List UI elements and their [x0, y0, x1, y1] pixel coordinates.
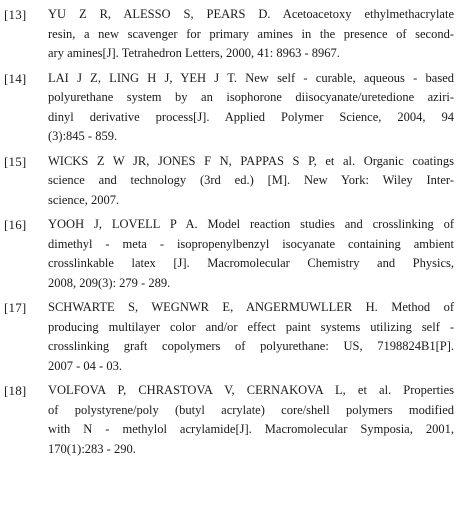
reference-line: science, 2007. [48, 192, 120, 207]
reference-list [4, 5, 454, 464]
reference-number: [13] [4, 7, 27, 22]
reference-text [48, 381, 454, 459]
reference-line: YOOH J, LOVELL P A. Model reaction studies and crosslinking of [48, 217, 454, 231]
reference-line: 2008, 209(3): 279 - 289. [48, 275, 171, 290]
reference-line: dinyl derivative process[J]. Applied Polymer Science, 2004, 94 [48, 109, 454, 124]
reference-line: 170(1):283 - 290. [48, 441, 136, 456]
reference-number: [17] [4, 300, 27, 315]
reference-number: [18] [4, 383, 27, 398]
reference-line: ary amines[J]. Tetrahedron Letters, 2000, 41: 8963 - 8967. [48, 46, 340, 60]
reference-text [48, 215, 454, 293]
reference-line: dimethyl - meta - isopropenylbenzyl isocyanate containing ambient [48, 236, 454, 251]
reference-number: [16] [4, 217, 27, 232]
reference-line: LAI J Z, LING H J, YEH J T. New self - curable, aqueous - based [48, 70, 454, 85]
reference-item [4, 5, 454, 64]
reference-item [4, 215, 454, 293]
reference-text [48, 298, 454, 376]
reference-number: [14] [4, 70, 27, 86]
reference-line: crosslinking graft copolymers of polyurethane: US, 7198824B1[P]. [48, 339, 454, 353]
reference-text [48, 69, 454, 147]
reference-line: VOLFOVA P, CHRASTOVA V, CERNAKOVA L, et al. Properties [48, 383, 454, 397]
reference-number: [15] [4, 153, 27, 169]
reference-line: with N - methylol acrylamide[J]. Macromolecular Symposia, 2001, [48, 422, 454, 436]
reference-text [48, 5, 454, 64]
reference-line: of polystyrene/poly (butyl acrylate) core/shell polymers modified [48, 402, 454, 417]
reference-line: SCHWARTE S, WEGNWR E, ANGERMUWLLER H. Method of [48, 300, 454, 314]
reference-line: science and technology (3rd ed.) [M]. New York: Wiley Inter- [48, 173, 454, 187]
reference-line: YU Z R, ALESSO S, PEARS D. Acetoacetoxy ethylmethacrylate [48, 7, 454, 21]
reference-line: crosslinkable latex [J]. Macromolecular Chemistry and Physics, [48, 256, 454, 270]
reference-line: (3):845 - 859. [48, 129, 118, 143]
reference-line: resin, a new scavenger for primary amines in the presence of second- [48, 26, 454, 41]
reference-line: 2007 - 04 - 03. [48, 358, 122, 373]
reference-line: producing multilayer color and/or effect paint systems utilizing self - [48, 319, 454, 334]
reference-line: polyurethane system by an isophorone diisocyanate/uretedione aziri- [48, 90, 454, 104]
reference-item [4, 152, 454, 211]
reference-text [48, 152, 454, 211]
reference-item [4, 381, 454, 459]
reference-item [4, 69, 454, 147]
reference-line: WICKS Z W JR, JONES F N, PAPPAS S P, et al. Organic coatings [48, 153, 454, 168]
reference-item [4, 298, 454, 376]
